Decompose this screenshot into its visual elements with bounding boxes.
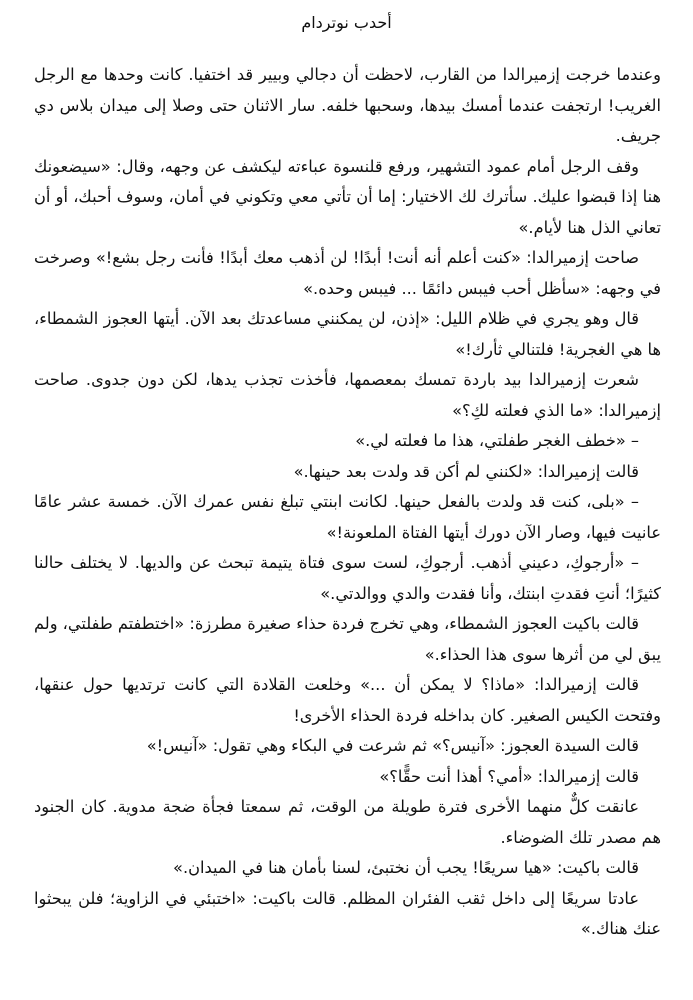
paragraph: وقف الرجل أمام عمود التشهير، ورفع قلنسوة عباءته ليكشف عن وجهه، وقال: «سيضعونك هنا إذا قبضوا عليك. سأترك لك الاختيار: إما أن تأتي معي وتكوني في أمان، وسوف أحبك، أو أن تعاني الذل هنا لأيام.» (34, 156, 661, 237)
paragraph: – «أرجوكِ، دعيني أذهب. أرجوكِ، لست سوى فتاة يتيمة تبحث عن والديها. لا يختلف حالنا كثيرًا؛ أنتِ فقدتِ ابنتك، وأنا فقدت والدي ووالدتي.» (34, 553, 661, 603)
paragraph: قالت باكيت العجوز الشمطاء، وهي تخرج فردة حذاء صغيرة مطرزة: «اختطفتم طفلتي، ولم يبق لي من أثرها سوى هذا الحذاء.» (34, 614, 661, 664)
paragraph: قالت إزميرالدا: «ماذا؟ لا يمكن أن ...» وخلعت القلادة التي كانت ترتديها حول عنقها، وفتحت الكيس الصغير. كان بداخله فردة الحذاء الأخرى! (34, 675, 661, 725)
paragraph: قالت السيدة العجوز: «آنيس؟» ثم شرعت في البكاء وهي تقول: «آنيس!» (146, 736, 639, 755)
paragraph: قالت باكيت: «هيا سريعًا! يجب أن نختبئ، لسنا بأمان هنا في الميدان.» (173, 858, 639, 877)
paragraph: عانقت كلٌّ منهما الأخرى فترة طويلة من الوقت، ثم سمعتا فجأة ضجة مدوية. كان الجنود هم مصدر تلك الضوضاء. (34, 797, 661, 847)
paragraph: – «بلى، كنت قد ولدت بالفعل حينها. لكانت ابنتي تبلغ نفس عمرك الآن. خمسة عشر عامًا عانيت فيها، وصار الآن دورك أيتها الفتاة الملعونة!» (34, 492, 661, 542)
paragraph: صاحت إزميرالدا: «كنت أعلم أنه أنت! أبدًا! لن أذهب معك أبدًا! فأنت رجل بشع!» وصرخت في وجهه: «سأظل أحب فيبس دائمًا ... فيبس وحده.» (34, 248, 661, 298)
paragraph: – «خطف الغجر طفلتي، هذا ما فعلته لي.» (355, 431, 639, 450)
paragraph: عادتا سريعًا إلى داخل ثقب الفئران المظلم. قالت باكيت: «اختبئي في الزاوية؛ فلن يبحثوا عنك هناك.» (34, 888, 661, 938)
paragraph: قال وهو يجري في ظلام الليل: «إذن، لن يمكنني مساعدتك بعد الآن. أيتها العجوز الشمطاء، ها هي الغجرية! فلتنالي ثأرك!» (34, 309, 661, 359)
paragraph: وعندما خرجت إزميرالدا من القارب، لاحظت أن دجالي وبيير قد اختفيا. كانت وحدها مع الرجل الغريب! ارتجفت عندما أمسك بيدها، وسحبها خلفه. سار الاثنان حتى وصلا إلى ميدان بلاس دي جريف. (34, 65, 661, 145)
paragraph: قالت إزميرالدا: «لكنني لم أكن قد ولدت بعد حينها.» (293, 461, 639, 481)
running-header: أحدب نوتردام (301, 13, 392, 32)
body-text (34, 60, 661, 945)
paragraph: شعرت إزميرالدا بيد باردة تمسك بمعصمها، فأخذت تجذب يدها، لكن دون جدوى. صاحت إزميرالدا: «ما الذي فعلته لكِ؟» (34, 370, 661, 420)
paragraph: قالت إزميرالدا: «أمي؟ أهذا أنت حقًّا؟» (379, 766, 639, 786)
